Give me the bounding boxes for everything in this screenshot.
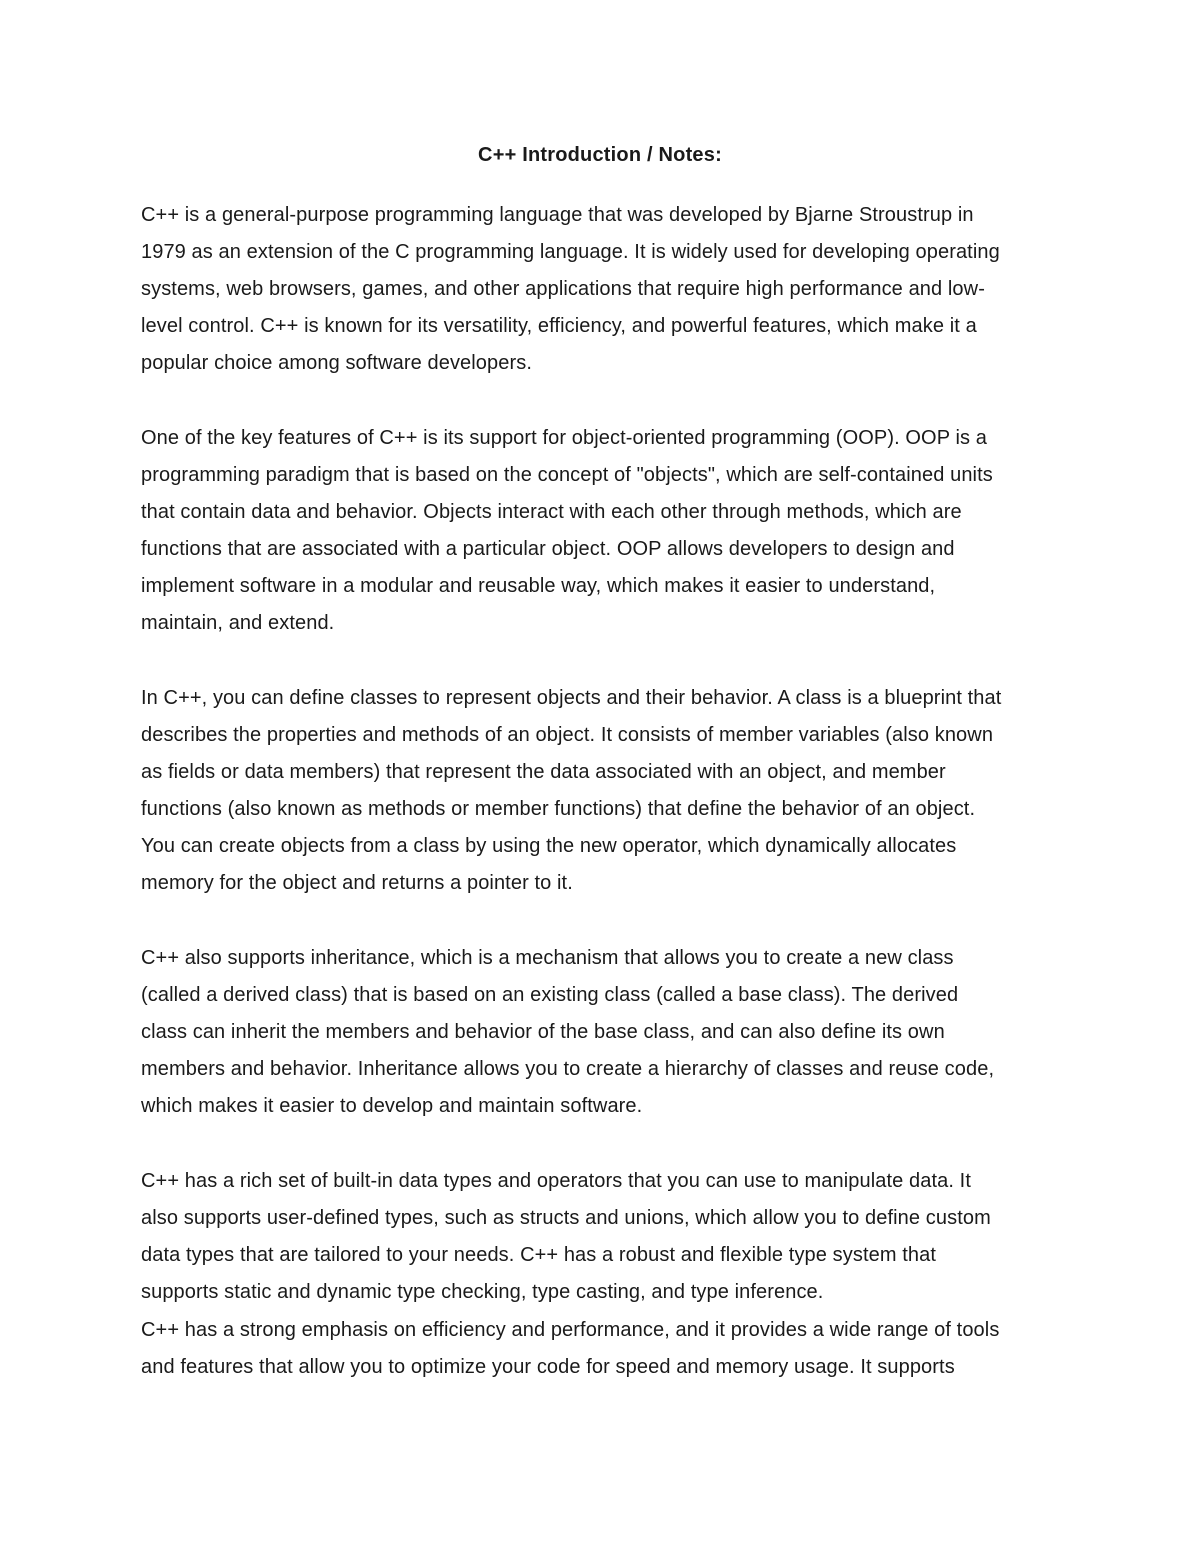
- paragraph-3-line-2: describes the properties and methods of an object. It consists of member variables (also known: [141, 724, 994, 746]
- paragraph-1-line-4: level control. C++ is known for its versatility, efficiency, and powerful features, which make it a: [141, 315, 977, 337]
- paragraph-1-line-3: systems, web browsers, games, and other applications that require high performance and low-: [141, 278, 985, 300]
- paragraph-2-line-5: implement software in a modular and reusable way, which makes it easier to understand,: [141, 575, 936, 597]
- paragraph-5-line-5: C++ has a strong emphasis on efficiency and performance, and it provides a wide range of tools: [141, 1319, 1000, 1341]
- paragraph-4-line-4: members and behavior. Inheritance allows you to create a hierarchy of classes and reuse code,: [141, 1058, 995, 1080]
- paragraph-3-line-6: memory for the object and returns a pointer to it.: [141, 872, 573, 894]
- paragraph-2-line-4: functions that are associated with a particular object. OOP allows developers to design and: [141, 538, 955, 560]
- paragraph-5-line-4: supports static and dynamic type checking, type casting, and type inference.: [141, 1281, 824, 1303]
- paragraph-3-line-4: functions (also known as methods or member functions) that define the behavior of an object.: [141, 798, 976, 820]
- paragraph-5-line-1: C++ has a rich set of built-in data types and operators that you can use to manipulate data. It: [141, 1170, 971, 1192]
- paragraph-2-line-1: One of the key features of C++ is its support for object-oriented programming (OOP). OOP is a: [141, 427, 987, 449]
- paragraph-4-line-5: which makes it easier to develop and maintain software.: [141, 1095, 643, 1117]
- paragraph-3-line-1: In C++, you can define classes to represent objects and their behavior. A class is a blueprint that: [141, 687, 1002, 709]
- paragraph-2-line-2: programming paradigm that is based on the concept of "objects", which are self-contained units: [141, 464, 993, 486]
- paragraph-4-line-3: class can inherit the members and behavior of the base class, and can also define its own: [141, 1021, 945, 1043]
- paragraph-1-line-5: popular choice among software developers.: [141, 352, 532, 374]
- paragraph-1-line-1: C++ is a general-purpose programming language that was developed by Bjarne Stroustrup in: [141, 204, 974, 226]
- paragraph-1-line-2: 1979 as an extension of the C programming language. It is widely used for developing operating: [141, 241, 1000, 263]
- paragraph-3-line-5: You can create objects from a class by using the new operator, which dynamically allocates: [141, 835, 957, 857]
- paragraph-3-line-3: as fields or data members) that represent the data associated with an object, and member: [141, 761, 946, 783]
- paragraph-2-line-3: that contain data and behavior. Objects interact with each other through methods, which are: [141, 501, 962, 523]
- paragraph-2-line-6: maintain, and extend.: [141, 612, 335, 634]
- paragraph-4-line-1: C++ also supports inheritance, which is a mechanism that allows you to create a new class: [141, 947, 954, 969]
- paragraph-5-line-6: and features that allow you to optimize your code for speed and memory usage. It supports: [141, 1356, 955, 1378]
- paragraph-5-line-2: also supports user-defined types, such as structs and unions, which allow you to define custom: [141, 1207, 991, 1229]
- paragraph-4-line-2: (called a derived class) that is based on an existing class (called a base class). The derived: [141, 984, 959, 1006]
- page-title: C++ Introduction / Notes:: [478, 144, 722, 166]
- paragraph-5-line-3: data types that are tailored to your needs. C++ has a robust and flexible type system that: [141, 1244, 937, 1266]
